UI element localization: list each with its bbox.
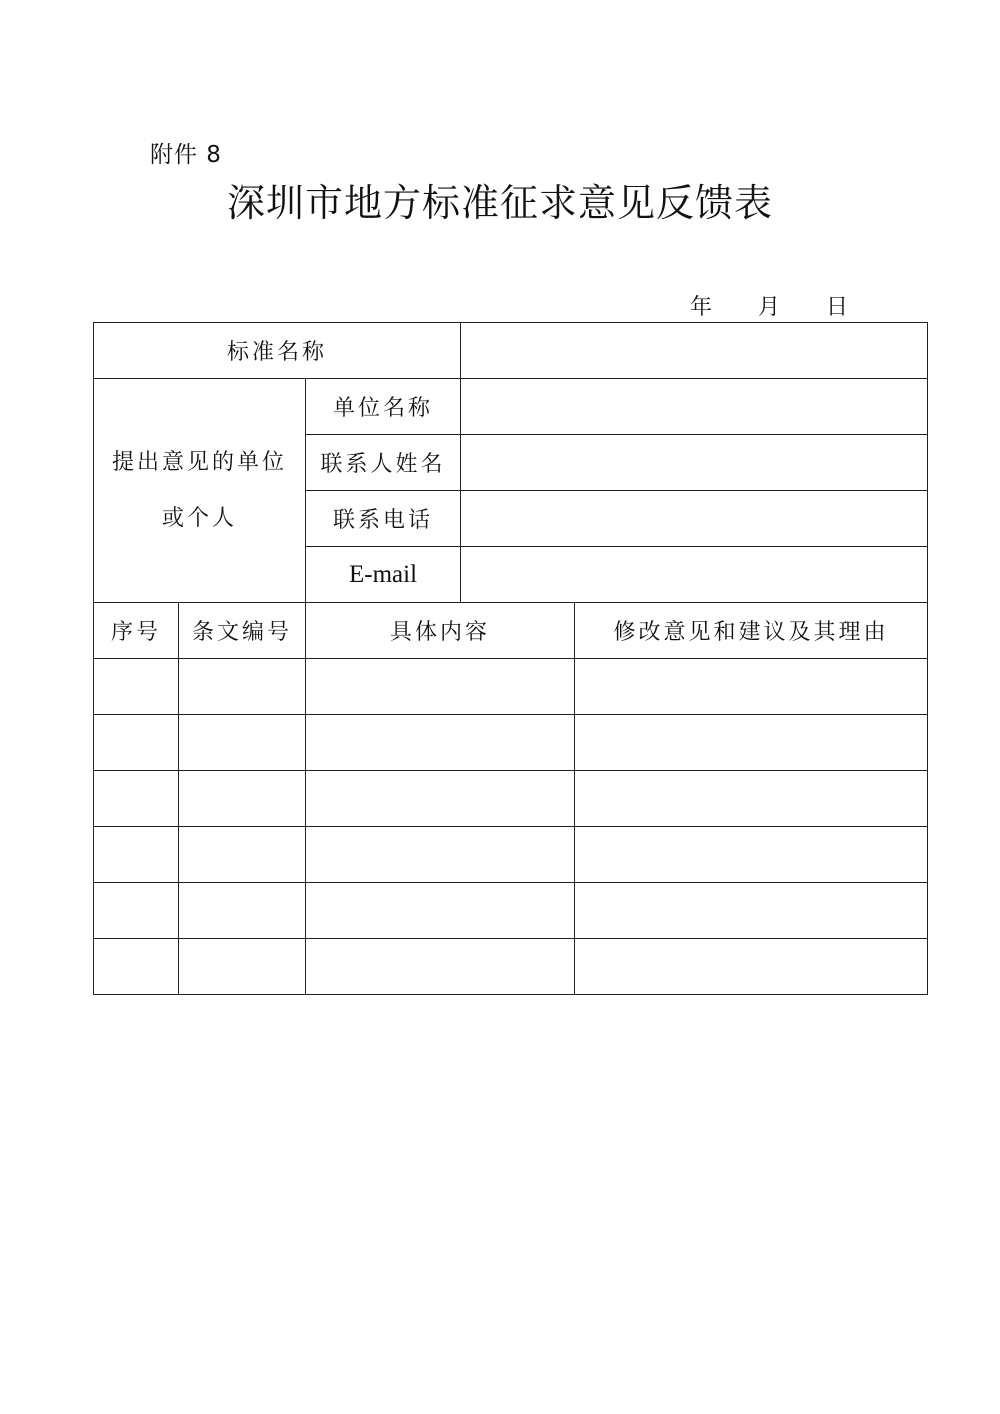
seq-cell[interactable] [94, 715, 179, 771]
attachment-label: 附件 8 [150, 142, 222, 168]
content-cell[interactable] [306, 715, 575, 771]
seq-cell[interactable] [94, 883, 179, 939]
seq-cell[interactable] [94, 827, 179, 883]
table-row [94, 883, 928, 939]
seq-cell[interactable] [94, 659, 179, 715]
standard-name-label: 标准名称 [94, 323, 461, 379]
content-cell[interactable] [306, 939, 575, 995]
table-row [94, 659, 928, 715]
page-title: 深圳市地方标准征求意见反馈表 [226, 181, 773, 225]
clause-cell[interactable] [179, 827, 306, 883]
date-year: 年 [690, 295, 713, 320]
table-row [94, 939, 928, 995]
contact-name-label: 联系人姓名 [306, 435, 461, 491]
unit-name-label: 单位名称 [306, 379, 461, 435]
proposer-label [94, 379, 306, 603]
column-header-seq: 序号 [94, 603, 179, 659]
column-header-content: 具体内容 [306, 603, 575, 659]
content-cell[interactable] [306, 827, 575, 883]
clause-cell[interactable] [179, 939, 306, 995]
seq-cell[interactable] [94, 771, 179, 827]
suggestion-cell[interactable] [575, 715, 928, 771]
table-row [94, 827, 928, 883]
date-month: 月 [758, 295, 781, 320]
column-header-suggestion: 修改意见和建议及其理由 [575, 603, 928, 659]
email-field[interactable] [461, 547, 928, 603]
email-label: E-mail [306, 547, 461, 603]
clause-cell[interactable] [179, 715, 306, 771]
feedback-form-table [93, 322, 928, 995]
contact-name-field[interactable] [461, 435, 928, 491]
table-row [94, 715, 928, 771]
suggestion-cell[interactable] [575, 771, 928, 827]
suggestion-cell[interactable] [575, 939, 928, 995]
clause-cell[interactable] [179, 883, 306, 939]
contact-phone-field[interactable] [461, 491, 928, 547]
column-header-clause: 条文编号 [179, 603, 306, 659]
contact-phone-label: 联系电话 [306, 491, 461, 547]
content-cell[interactable] [306, 771, 575, 827]
content-cell[interactable] [306, 659, 575, 715]
clause-cell[interactable] [179, 659, 306, 715]
content-cell[interactable] [306, 883, 575, 939]
clause-cell[interactable] [179, 771, 306, 827]
unit-name-field[interactable] [461, 379, 928, 435]
seq-cell[interactable] [94, 939, 179, 995]
suggestion-cell[interactable] [575, 827, 928, 883]
suggestion-cell[interactable] [575, 659, 928, 715]
standard-name-field[interactable] [461, 323, 928, 379]
proposer-label-line2: 或个人 [161, 505, 237, 531]
date-day: 日 [826, 295, 849, 320]
proposer-label-line1: 提出意见的单位 [111, 449, 287, 475]
suggestion-cell[interactable] [575, 883, 928, 939]
table-row [94, 771, 928, 827]
